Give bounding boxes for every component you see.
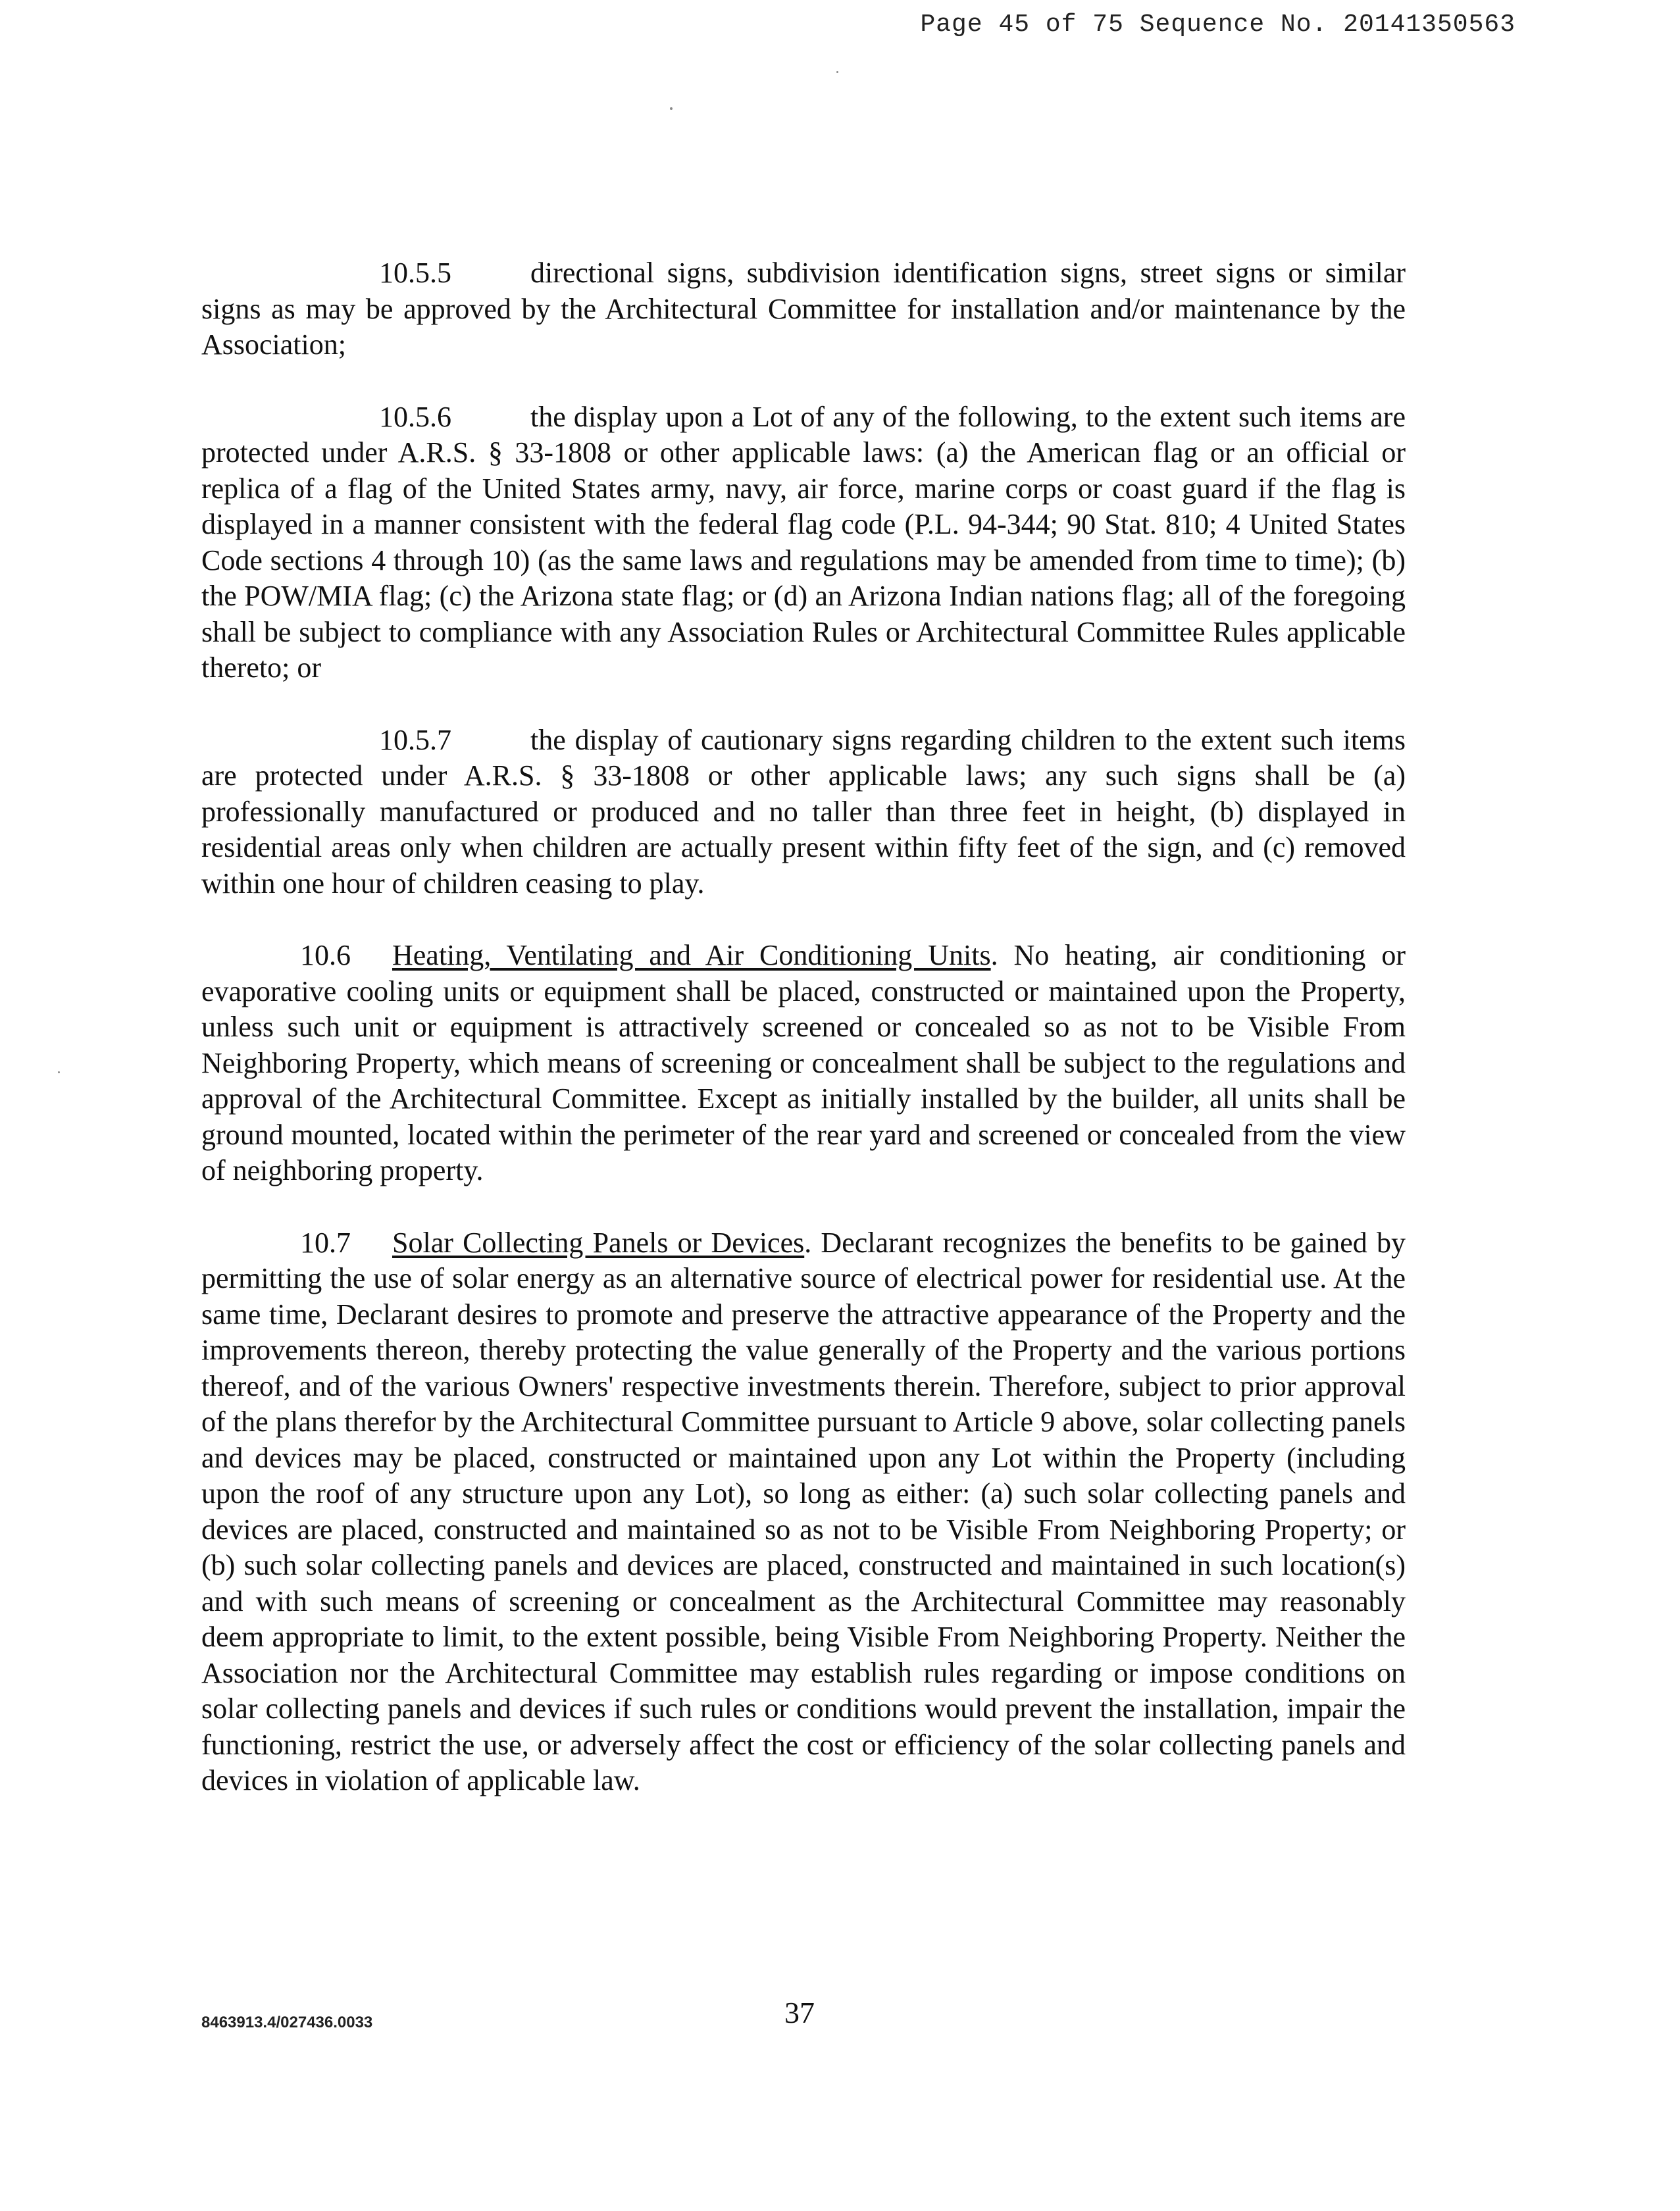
scan-speck: [58, 1071, 60, 1073]
document-id: 8463913.4/027436.0033: [201, 2014, 373, 2031]
section-text: the display upon a Lot of any of the following, to the extent such items are protected under A.R.S. § 33-1808 or other applicable laws: (a) the American flag or an official or replica of a flag of the United States army, navy, air force, marine corps or coast guard if the flag is displayed in a manner consistent with the federal flag code (P.L. 94-344; 90 Stat. 810; 4 United States Code sections 4 through 10) (as the same laws and regulations may be amended from time to time); (b) the POW/MIA flag; (c) the Arizona state flag; or (d) an Arizona Indian nations flag; all of the foregoing shall be subject to compliance with any Association Rules or Architectural Committee Rules applicable thereto; or: [201, 400, 1406, 684]
section-heading: Solar Collecting Panels or Devices: [392, 1226, 805, 1259]
section-number: 10.5.7: [379, 723, 451, 756]
section-10-7: [201, 1225, 1406, 1799]
section-number: 10.6: [300, 939, 351, 971]
section-text: . No heating, air conditioning or evaporative cooling units or equipment shall be placed, constructed or maintained upon the Property, unless such unit or equipment is attractively screened or concealed so as not to be Visible From Neighboring Property, which means of screening or concealment shall be subject to the regulations and approval of the Architectural Committee. Except as initially installed by the builder, all units shall be ground mounted, located within the perimeter of the rear yard and screened or concealed from the view of neighboring property.: [201, 939, 1406, 1186]
document-body: [201, 255, 1406, 1835]
section-10-5-7: [201, 723, 1406, 902]
section-heading: Heating, Ventilating and Air Conditioning Units: [392, 939, 991, 971]
section-number: 10.5.6: [379, 400, 451, 433]
section-text: directional signs, subdivision identification signs, street signs or similar signs as may be approved by the Architectural Committee for installation and/or maintenance by the Association;: [201, 257, 1406, 361]
section-number: 10.7: [300, 1226, 351, 1259]
scan-speck: [836, 71, 838, 73]
section-10-6: [201, 938, 1406, 1189]
page-header: Page 45 of 75 Sequence No. 20141350563: [920, 11, 1515, 39]
page-number: 37: [784, 1996, 815, 2029]
section-text: the display of cautionary signs regarding children to the extent such items are protected under A.R.S. § 33-1808 or other applicable laws; any such signs shall be (a) professionally manufactured or produced and no taller than three feet in height, (b) displayed in residential areas only when children are actually present within fifty feet of the sign, and (c) removed within one hour of children ceasing to play.: [201, 723, 1406, 900]
section-number: 10.5.5: [379, 257, 451, 289]
section-10-5-5: [201, 255, 1406, 363]
scan-speck: [670, 107, 673, 110]
section-text: . Declarant recognizes the benefits to be gained by permitting the use of solar energy as an alternative source of electrical power for residential use. At the same time, Declarant desires to promote and preserve the attractive appearance of the Property and the improvements thereon, thereby protecting the value generally of the Property and the various portions thereof, and of the various Owners' respective investments therein. Therefore, subject to prior approval of the plans therefor by the Architectural Committee pursuant to Article 9 above, solar collecting panels and devices may be placed, constructed or maintained upon any Lot within the Property (including upon the roof of any structure upon any Lot), so long as either: (a) such solar collecting panels and devices are placed, constructed and maintained so as not to be Visible From Neighboring Property; or (b) such solar collecting panels and devices are placed, constructed and maintained in such location(s) and with such means of screening or concealment as the Architectural Committee may reasonably deem appropriate to limit, to the extent possible, being Visible From Neighboring Property. Neither the Association nor the Architectural Committee may establish rules regarding or impose conditions on solar collecting panels and devices if such rules or conditions would prevent the installation, impair the functioning, restrict the use, or adversely affect the cost or efficiency of the solar collecting panels and devices in violation of applicable law.: [201, 1226, 1406, 1796]
section-10-5-6: [201, 399, 1406, 686]
